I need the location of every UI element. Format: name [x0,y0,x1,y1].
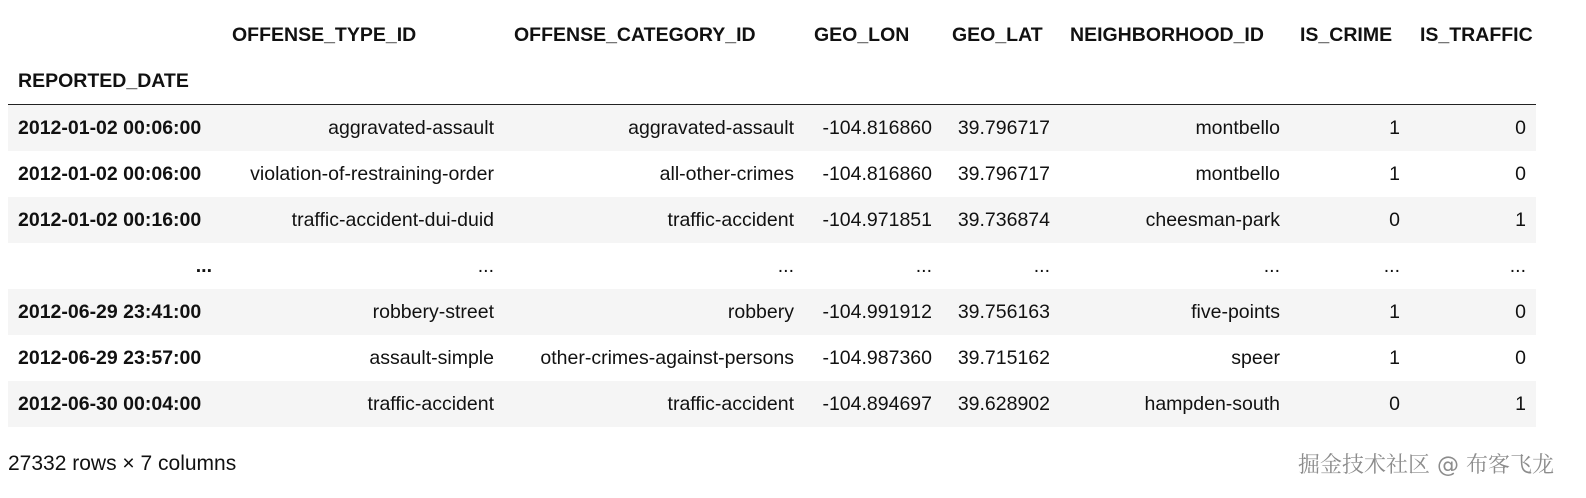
table-cell: hampden-south [1144,392,1280,415]
column-header: GEO_LON [814,23,910,46]
table-cell: 39.736874 [957,208,1050,231]
table-body [8,105,1536,428]
table-cell: robbery-street [372,300,494,323]
table-cell: 39.715162 [957,346,1050,369]
row-index: 2012-01-02 00:06:00 [18,116,202,139]
table-cell: ... [477,254,494,277]
table-cell: 0 [1389,208,1400,231]
table-cell: speer [1231,346,1280,369]
column-header: IS_CRIME [1300,23,1393,46]
column-header: OFFENSE_CATEGORY_ID [514,23,756,46]
column-header-row [8,12,1536,58]
table-cell: 39.796717 [957,116,1050,139]
table-cell: 1 [1389,162,1400,185]
row-index: 2012-01-02 00:16:00 [18,208,202,231]
row-index: 2012-06-29 23:41:00 [18,300,202,323]
table-cell: 0 [1515,346,1526,369]
table-cell: -104.987360 [822,346,932,369]
table-cell: aggravated-assault [628,116,794,139]
row-index: 2012-06-29 23:57:00 [18,346,202,369]
table-cell: 1 [1515,208,1526,231]
table-row [8,243,1536,289]
table-cell: ... [1509,254,1526,277]
dataframe-table [8,12,1536,427]
table-cell: -104.971851 [822,208,932,231]
table-cell: all-other-crimes [659,162,794,185]
row-index: ... [195,254,212,277]
table-cell: assault-simple [369,346,494,369]
table-cell: ... [777,254,794,277]
table-cell: 0 [1515,162,1526,185]
table-cell: traffic-accident [667,392,794,415]
table-cell: 0 [1515,116,1526,139]
column-header: NEIGHBORHOOD_ID [1070,23,1264,46]
row-index: 2012-06-30 00:04:00 [18,392,202,415]
table-cell: 1 [1389,300,1400,323]
table-cell: 1 [1389,346,1400,369]
table-cell: -104.816860 [822,116,932,139]
header-corner [8,12,222,58]
watermark: 掘金技术社区 @ 布客飞龙 [1298,453,1554,478]
table-cell: traffic-accident-dui-duid [291,208,494,231]
table-row [8,289,1536,335]
table-row [8,335,1536,381]
table-cell: -104.816860 [822,162,932,185]
row-index: 2012-01-02 00:06:00 [18,162,202,185]
column-header: IS_TRAFFIC [1420,23,1533,46]
table-cell: 0 [1515,300,1526,323]
table-row [8,381,1536,427]
index-name-header: REPORTED_DATE [8,58,222,105]
table-cell: ... [1263,254,1280,277]
table-cell: traffic-accident [667,208,794,231]
index-header-row [8,58,1536,105]
dataframe-output [8,12,1536,427]
table-cell: ... [1033,254,1050,277]
table-cell: -104.894697 [822,392,932,415]
table-cell: 1 [1389,116,1400,139]
table-cell: 39.756163 [957,300,1050,323]
table-cell: traffic-accident [367,392,494,415]
table-cell: 39.628902 [957,392,1050,415]
table-cell: five-points [1191,300,1280,323]
table-cell: 0 [1389,392,1400,415]
table-row [8,197,1536,243]
table-cell: 39.796717 [957,162,1050,185]
table-cell: -104.991912 [822,300,932,323]
table-cell: aggravated-assault [328,116,494,139]
table-cell: violation-of-restraining-order [250,162,494,185]
table-cell: cheesman-park [1145,208,1280,231]
column-header: OFFENSE_TYPE_ID [232,23,417,46]
table-cell: ... [1383,254,1400,277]
table-cell: ... [915,254,932,277]
table-row [8,105,1536,152]
table-cell: 1 [1515,392,1526,415]
table-cell: other-crimes-against-persons [540,346,794,369]
table-shape-text: 27332 rows × 7 columns [8,452,237,475]
table-cell: robbery [727,300,794,323]
table-row [8,151,1536,197]
column-header: GEO_LAT [952,23,1043,46]
table-cell: montbello [1195,116,1280,139]
table-cell: montbello [1195,162,1280,185]
